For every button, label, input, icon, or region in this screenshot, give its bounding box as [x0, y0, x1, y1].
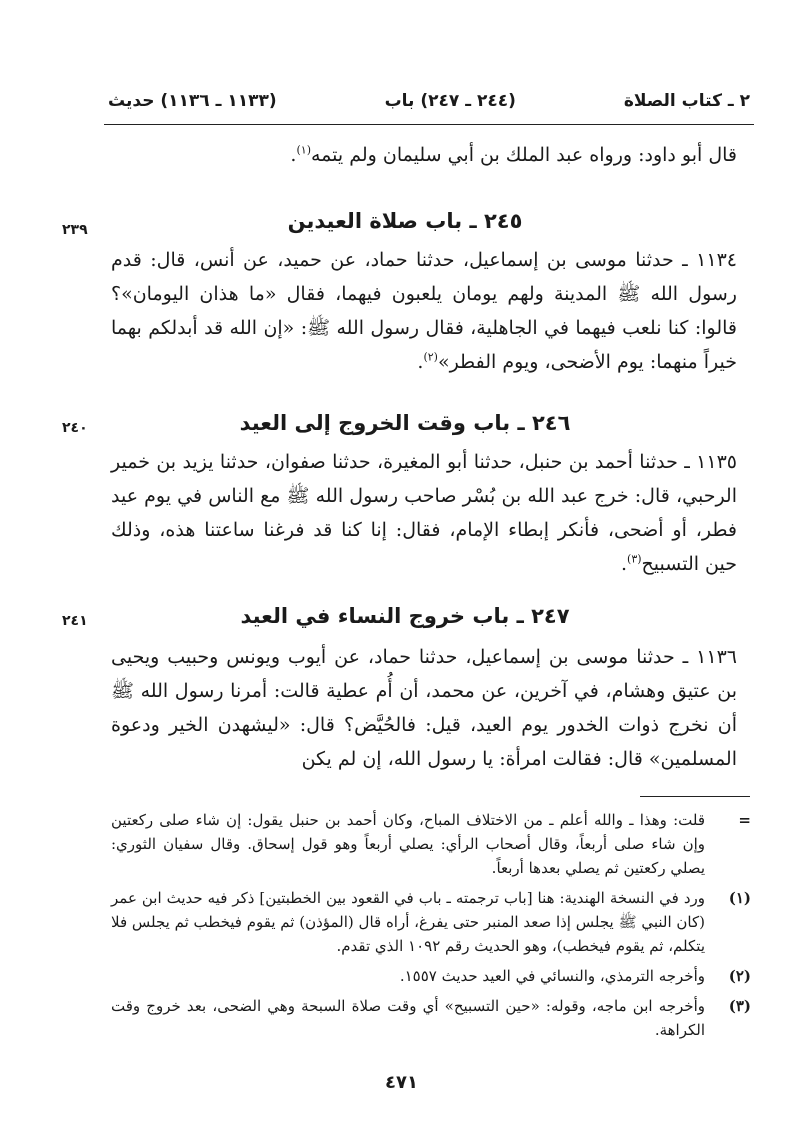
hadith-end: . — [417, 351, 424, 373]
footnote-text: وأخرجه الترمذي، والنسائي في العيد حديث ١٥٥٧. — [399, 967, 705, 985]
hadith-end: . — [620, 553, 628, 575]
footnote-ref[interactable]: (٣) — [627, 552, 642, 566]
footnote-text: ورد في النسخة الهندية: هنا [باب ترجمته ـ باب في القعود بين الخطبتين] ذكر فيه حديث ابن عمر (كان النبي ﷺ يجلس إذا صعد المنبر حتى يفرغ، أراه قال (المؤذن) ثم يقوم فيخطب ثم يجلس فلا يتكلم، ثم يقوم فيخطب)، وهو الحديث رقم ١٠٩٢ الذي تقدم. — [111, 889, 705, 955]
header-chapter-range: (٢٤٤ ـ ٢٤٧) باب — [384, 91, 516, 111]
footnote-2 — [111, 964, 751, 988]
intro-end: . — [290, 144, 297, 166]
footnote-ref[interactable]: (٢) — [423, 350, 438, 364]
hadith-block — [111, 445, 737, 581]
hadith-block — [111, 640, 737, 776]
footnote-text: وأخرجه ابن ماجه، وقوله: «حين التسبيح» أي وقت صلاة السبحة وهي الضحى، بعد خروج وقت الكراهة. — [111, 997, 705, 1039]
margin-number: ٢٣٩ — [62, 222, 88, 238]
footnote-continuation — [111, 808, 751, 880]
margin-number: ٢٤١ — [62, 613, 88, 629]
footnote-text: قلت: وهذا ـ والله أعلم ـ من الاختلاف المباح، وكان أحمد بن حنبل يقول: إن شاء صلى ركعتين وإن شاء صلى أربعاً، وقال أصحاب الرأي: يصلي أربعاً وهو قول إسحاق. وقال سفيان الثوري: يصلي ركعتين ثم يصلي بعدها أربعاً. — [111, 811, 705, 877]
hadith-paragraph — [111, 243, 737, 379]
header-divider — [104, 124, 754, 125]
running-header — [108, 86, 750, 116]
header-hadith-range: (١١٣٣ ـ ١١٣٦) حديث — [108, 91, 277, 111]
footnote-mark: (١) — [728, 889, 751, 907]
footnote-3 — [111, 994, 751, 1042]
footnote-1 — [111, 886, 751, 958]
hadith-block — [111, 243, 737, 379]
chapter-title: ٢٤٦ ـ باب وقت الخروج إلى العيد — [239, 411, 571, 435]
chapter-title: ٢٤٧ ـ باب خروج النساء في العيد — [240, 604, 570, 628]
intro-paragraph — [111, 138, 737, 172]
footnote-mark: (٣) — [728, 997, 751, 1015]
hadith-text: ١١٣٦ ـ حدثنا موسى بن إسماعيل، حدثنا حماد، عن أيوب ويونس وحبيب ويحيى بن عتيق وهشام، في آخرين، عن محمد، أن أُم عطية قالت: أمرنا رسول الله ﷺ أن نخرج ذوات الخدور يوم العيد، قيل: فالحُيَّض؟ قال: «ليشهدن الخير ودعوة المسلمين» قال: فقالت امرأة: يا رسول الله، إن لم يكن — [111, 646, 737, 770]
margin-number: ٢٤٠ — [62, 420, 88, 436]
footnote-mark: = — [738, 811, 751, 829]
hadith-paragraph — [111, 445, 737, 581]
footnote-divider — [640, 796, 750, 797]
hadith-text: ١١٣٥ ـ حدثنا أحمد بن حنبل، حدثنا أبو المغيرة، حدثنا صفوان، حدثنا يزيد بن خمير الرحبي، قال: خرج عبد الله بن بُسْر صاحب رسول الله ﷺ مع الناس في يوم عيد فطر، أو أضحى، فأنكر إبطاء الإمام، فقال: إنا كنا قد فرغنا ساعتنا هذه، وذلك حين التسبيح — [111, 451, 737, 575]
header-book-title: ٢ ـ كتاب الصلاة — [623, 91, 750, 111]
footnote-ref[interactable]: (١) — [296, 143, 311, 157]
intro-block — [111, 138, 737, 172]
chapter-title: ٢٤٥ ـ باب صلاة العيدين — [287, 209, 523, 233]
intro-text: قال أبو داود: ورواه عبد الملك بن أبي سليمان ولم يتمه — [310, 144, 737, 166]
hadith-paragraph — [111, 640, 737, 776]
footnote-mark: (٢) — [728, 967, 751, 985]
hadith-text: ١١٣٤ ـ حدثنا موسى بن إسماعيل، حدثنا حماد، عن حميد، عن أنس، قال: قدم رسول الله ﷺ المدينة ولهم يومان يلعبون فيهما، فقال «ما هذان اليومان»؟ قالوا: كنا نلعب فيهما في الجاهلية، فقال رسول الله ﷺ: «إن الله قد أبدلكم بهما خيراً منهما: يوم الأضحى، ويوم الفطر» — [111, 249, 737, 373]
page-number: ٤٧١ — [385, 1072, 418, 1093]
